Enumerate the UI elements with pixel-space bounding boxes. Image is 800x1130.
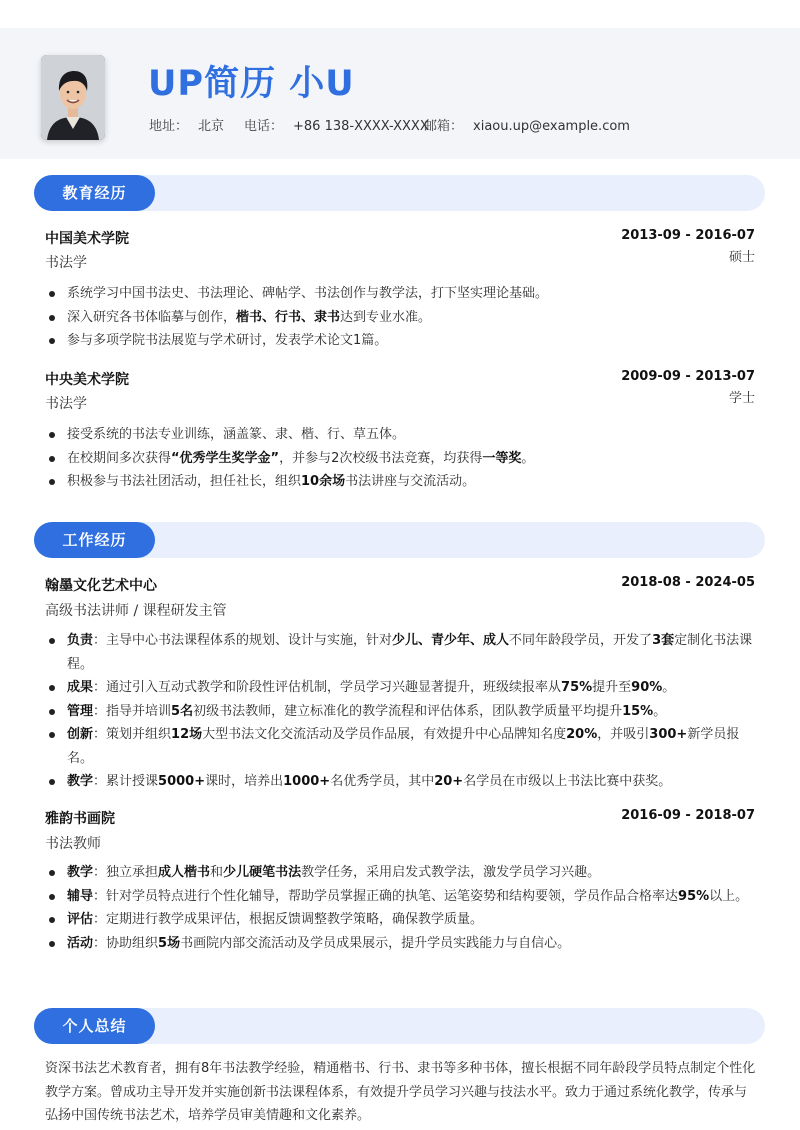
list-item: 积极参与书法社团活动，担任社长，组织10余场书法讲座与交流活动。 [45, 470, 755, 494]
education-1-bullets [45, 282, 755, 353]
work-entry-1 [45, 575, 755, 595]
work-section-title: 工作经历 [34, 522, 155, 558]
contact-phone [244, 115, 429, 134]
school-name: 中国美术学院 [45, 231, 129, 247]
work-dates: 2016-09 - 2018-07 [621, 808, 755, 823]
list-item: 教学：累计授课5000+课时，培养出1000+名优秀学员，其中20+名学员在市级以上书法比赛中获奖。 [45, 770, 755, 794]
company-name: 雅韵书画院 [45, 811, 115, 827]
address-label: 地址： [149, 119, 189, 134]
list-item: 接受系统的书法专业训练，涵盖篆、隶、楷、行、草五体。 [45, 423, 755, 447]
list-item: 参与多项学院书法展览与学术研讨，发表学术论文1篇。 [45, 329, 755, 353]
work-entry-2 [45, 808, 755, 828]
list-item: 评估：定期进行教学成果评估，根据反馈调整教学策略，确保教学质量。 [45, 908, 755, 932]
major: 书法学 [45, 396, 87, 412]
summary-section-header [34, 1008, 765, 1044]
list-item: 创新：策划并组织12场大型书法文化交流活动及学员作品展，有效提升中心品牌知名度20%，并吸引300+新学员报名。 [45, 723, 755, 770]
contact-email [424, 115, 630, 134]
list-item: 系统学习中国书法史、书法理论、碑帖学、书法创作与教学法，打下坚实理论基础。 [45, 282, 755, 306]
summary-text: 资深书法艺术教育者，拥有8年书法教学经验，精通楷书、行书、隶书等多种书体，擅长根据不同年龄段学员特点制定个性化教学方案。曾成功主导开发并实施创新书法课程体系，有效提升学员学习兴趣与技法水平。致力于通过系统化教学，传承与弘扬中国传统书法艺术，培养学员审美情趣和文化素养。 [45, 1061, 756, 1123]
phone-label: 电话： [244, 119, 284, 134]
school-name: 中央美术学院 [45, 372, 129, 388]
list-item: 负责：主导中心书法课程体系的规划、设计与实施，针对少儿、青少年、成人不同年龄段学员，开发了3套定制化书法课程。 [45, 629, 755, 676]
education-section-header [34, 175, 765, 211]
list-item: 辅导：针对学员特点进行个性化辅导，帮助学员掌握正确的执笔、运笔姿势和结构要领，学员作品合格率达95%以上。 [45, 885, 755, 909]
list-item: 成果：通过引入互动式教学和阶段性评估机制，学员学习兴趣显著提升，班级续报率从75%提升至90%。 [45, 676, 755, 700]
list-item: 教学：独立承担成人楷书和少儿硬笔书法教学任务，采用启发式教学法，激发学员学习兴趣。 [45, 861, 755, 885]
address-value: 北京 [198, 119, 225, 134]
major: 书法学 [45, 255, 87, 271]
list-item: 在校期间多次获得“优秀学生奖学金”，并参与2次校级书法竞赛，均获得一等奖。 [45, 447, 755, 471]
list-item: 活动：协助组织5场书画院内部交流活动及学员成果展示，提升学员实践能力与自信心。 [45, 932, 755, 956]
company-name: 翰墨文化艺术中心 [45, 578, 157, 594]
work-1-bullets [45, 629, 755, 794]
degree: 学士 [728, 391, 755, 406]
summary-section-title: 个人总结 [34, 1008, 155, 1044]
profile-photo [41, 55, 105, 140]
email-label: 邮箱： [424, 119, 464, 134]
education-dates: 2009-09 - 2013-07 [621, 369, 755, 384]
education-dates: 2013-09 - 2016-07 [621, 228, 755, 243]
candidate-name: UP简历 小U [148, 64, 355, 104]
education-2-bullets [45, 423, 755, 494]
work-dates: 2018-08 - 2024-05 [621, 575, 755, 590]
education-section-title: 教育经历 [34, 175, 155, 211]
list-item: 深入研究各书体临摹与创作，楷书、行书、隶书达到专业水准。 [45, 306, 755, 330]
work-section-header [34, 522, 765, 558]
contact-address [149, 115, 224, 134]
list-item: 管理：指导并培训5名初级书法教师，建立标准化的教学流程和评估体系，团队教学质量平均提升15%。 [45, 700, 755, 724]
resume-header [0, 28, 800, 159]
email-value[interactable]: xiaou.up@example.com [473, 119, 630, 134]
job-title: 高级书法讲师 / 课程研发主管 [45, 603, 227, 619]
work-2-bullets [45, 861, 755, 955]
phone-value: +86 138-XXXX-XXXX [293, 119, 429, 134]
job-title: 书法教师 [45, 836, 101, 852]
degree: 硕士 [728, 250, 755, 265]
